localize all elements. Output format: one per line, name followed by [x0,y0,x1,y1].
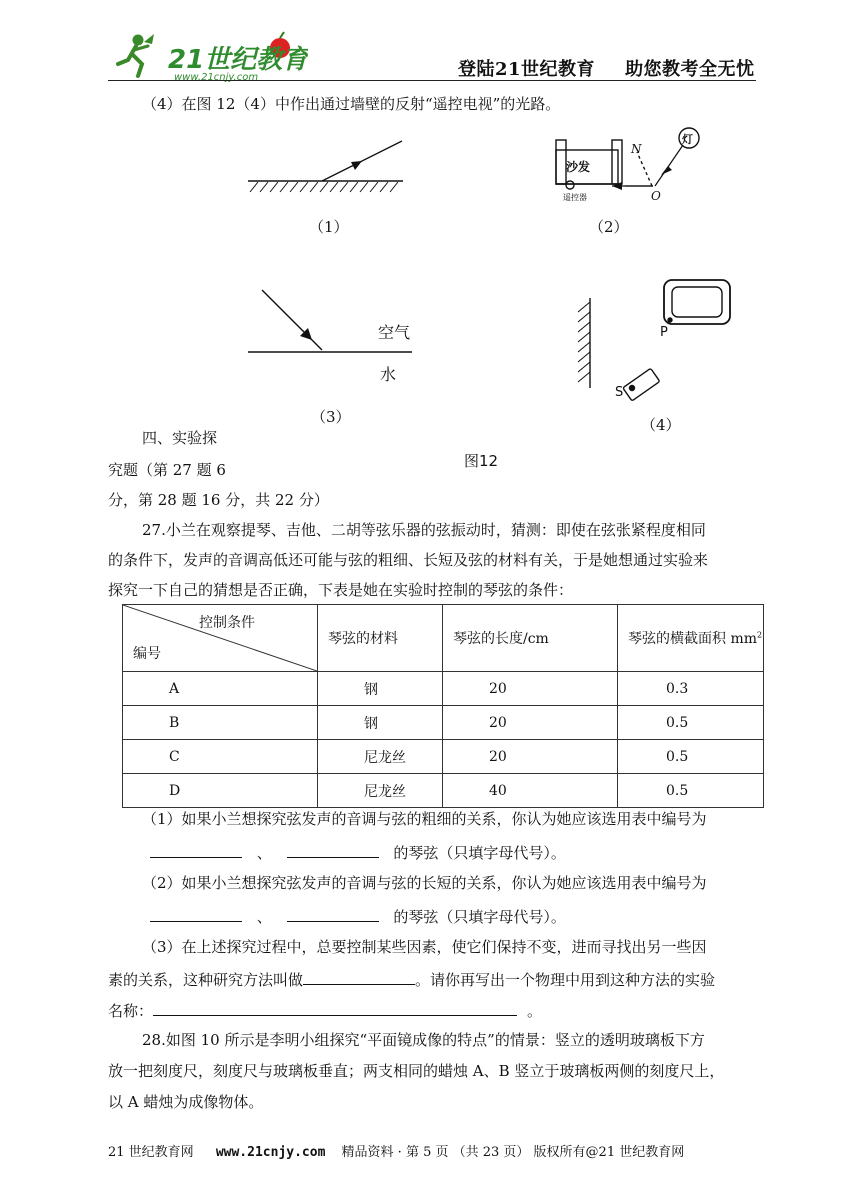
cell-id: D [123,774,318,808]
q27-sub2-answer-line [150,905,566,927]
panel-label-4: （4） [641,416,681,434]
table-header-row [123,605,764,672]
panel-2-diagram [556,128,699,190]
panel-label-2: （2） [589,218,629,236]
q27-sub2-line1: （2）如果小兰想探究弦发声的音调与弦的长短的关系，你认为她应该选用表中编号为 [142,874,707,892]
answer-blank-1b[interactable] [287,841,379,858]
q27-sub1-answer-line [150,841,566,863]
table-corner-cell [123,605,318,672]
q27-sub3-line2 [108,968,715,990]
sub3-text-a: 素的关系，这种研究方法叫做 [108,971,304,989]
section-title-line2: 究题（第 27 题 6 [108,461,226,479]
table-row [123,672,764,706]
answer-blank-2a[interactable] [150,905,242,922]
header-length: 琴弦的长度/cm [443,605,618,672]
header-area-sup: 2 [757,630,763,640]
panel-label-3: （3） [311,408,351,426]
q28-line1: 28.如图 10 所示是李明小组探究“平面镜成像的特点”的情景：竖立的透明玻璃板下方 [142,1031,705,1049]
cell-material: 钢 [318,672,443,706]
cell-material: 尼龙丝 [318,774,443,808]
page-footer [108,1141,684,1160]
footer-info: 精品资料 · 第 5 页 （共 23 页） 版权所有@21 世纪教育网 [341,1145,685,1160]
answer-blank-1a[interactable] [150,841,242,858]
sub3-end: 。 [527,1002,543,1020]
panel-4-diagram [578,280,730,401]
header-area-text: 琴弦的横截面积 mm [628,631,758,647]
cell-length: 20 [443,740,618,774]
answer-blank-2b[interactable] [287,905,379,922]
slogan-right: 助您教考全无忧 [625,59,755,80]
cell-length: 20 [443,672,618,706]
section-title-line1: 四、实验探 [142,429,218,447]
footer-url[interactable]: www.21cnjy.com [215,1145,326,1160]
cell-area: 0.3 [618,672,764,706]
sofa-label: 沙发 [566,160,591,174]
header-material: 琴弦的材料 [318,605,443,672]
experiment-name-blank[interactable] [153,999,517,1016]
string-conditions-table [122,604,764,808]
section-title-line3: 分，第 28 题 16 分，共 22 分） [108,491,329,509]
cell-id: B [123,706,318,740]
footer-site: 21 世纪教育网 [108,1145,194,1160]
table-row [123,740,764,774]
answer-tail: 的琴弦（只填字母代号）。 [393,844,566,862]
q27-sub1-line1: （1）如果小兰想探究弦发声的音调与弦的粗细的关系，你认为她应该选用表中编号为 [142,810,707,828]
normal-label: N [631,142,642,156]
point-o-label: O [651,189,661,203]
figure-caption: 图12 [464,452,499,470]
cell-material: 尼龙丝 [318,740,443,774]
cell-area: 0.5 [618,706,764,740]
header-area [618,605,764,672]
question-intro: （4）在图 12（4）中作出通过墙壁的反射“遥控电视”的光路。 [142,95,561,113]
figure-12 [0,0,860,480]
answer-sep: 、 [256,908,272,926]
q27-sub3-line3 [108,999,542,1021]
cell-id: A [123,672,318,706]
lamp-label: 灯 [682,133,693,146]
svg-text:www.21cnjy.com: www.21cnjy.com [174,72,259,83]
cell-area: 0.5 [618,774,764,808]
q27-line3: 探究一下自己的猜想是否正确，下表是她在实验时控制的琴弦的条件： [108,581,574,599]
answer-sep: 、 [256,844,272,862]
remote-label-s: S [615,385,624,400]
table-row [123,774,764,808]
q27-line2: 的条件下，发声的音调高低还可能与弦的粗细、长短及弦的材料有关，于是她想通过实验来 [108,551,709,569]
q28-line2: 放一把刻度尺，刻度尺与玻璃板垂直；两支相同的蜡烛 A、B 竖立于玻璃板两侧的刻度尺上， [108,1062,725,1080]
corner-top-label: 控制条件 [199,615,255,631]
water-label: 水 [380,365,397,384]
sub3-name-label: 名称： [108,1002,154,1020]
panel-3-diagram [248,290,412,352]
cell-length: 40 [443,774,618,808]
corner-bottom-label: 编号 [133,646,161,662]
q28-line3: 以 A 蜡烛为成像物体。 [108,1093,264,1111]
q27-sub3-line1: （3）在上述探究过程中，总要控制某些因素，使它们保持不变，进而寻找出另一些因 [142,938,707,956]
cell-id: C [123,740,318,774]
remote-label: 遥控器 [563,193,587,202]
answer-tail: 的琴弦（只填字母代号）。 [393,908,566,926]
sub3-text-b: 。请你再写出一个物理中用到这种方法的实验 [415,971,716,989]
svg-text:21世纪教育: 21世纪教育 [168,45,308,75]
method-blank[interactable] [303,968,415,985]
air-label: 空气 [378,323,411,342]
cell-material: 钢 [318,706,443,740]
panel-1-diagram [248,141,403,192]
table-row [123,706,764,740]
cell-area: 0.5 [618,740,764,774]
panel-label-1: （1） [309,218,349,236]
cell-length: 20 [443,706,618,740]
tv-label-p: P [660,325,668,340]
slogan-left: 登陆21世纪教育 [458,59,596,80]
q27-line1: 27.小兰在观察提琴、吉他、二胡等弦乐器的弦振动时，猜测：即使在弦张紧程度相同 [142,521,706,539]
